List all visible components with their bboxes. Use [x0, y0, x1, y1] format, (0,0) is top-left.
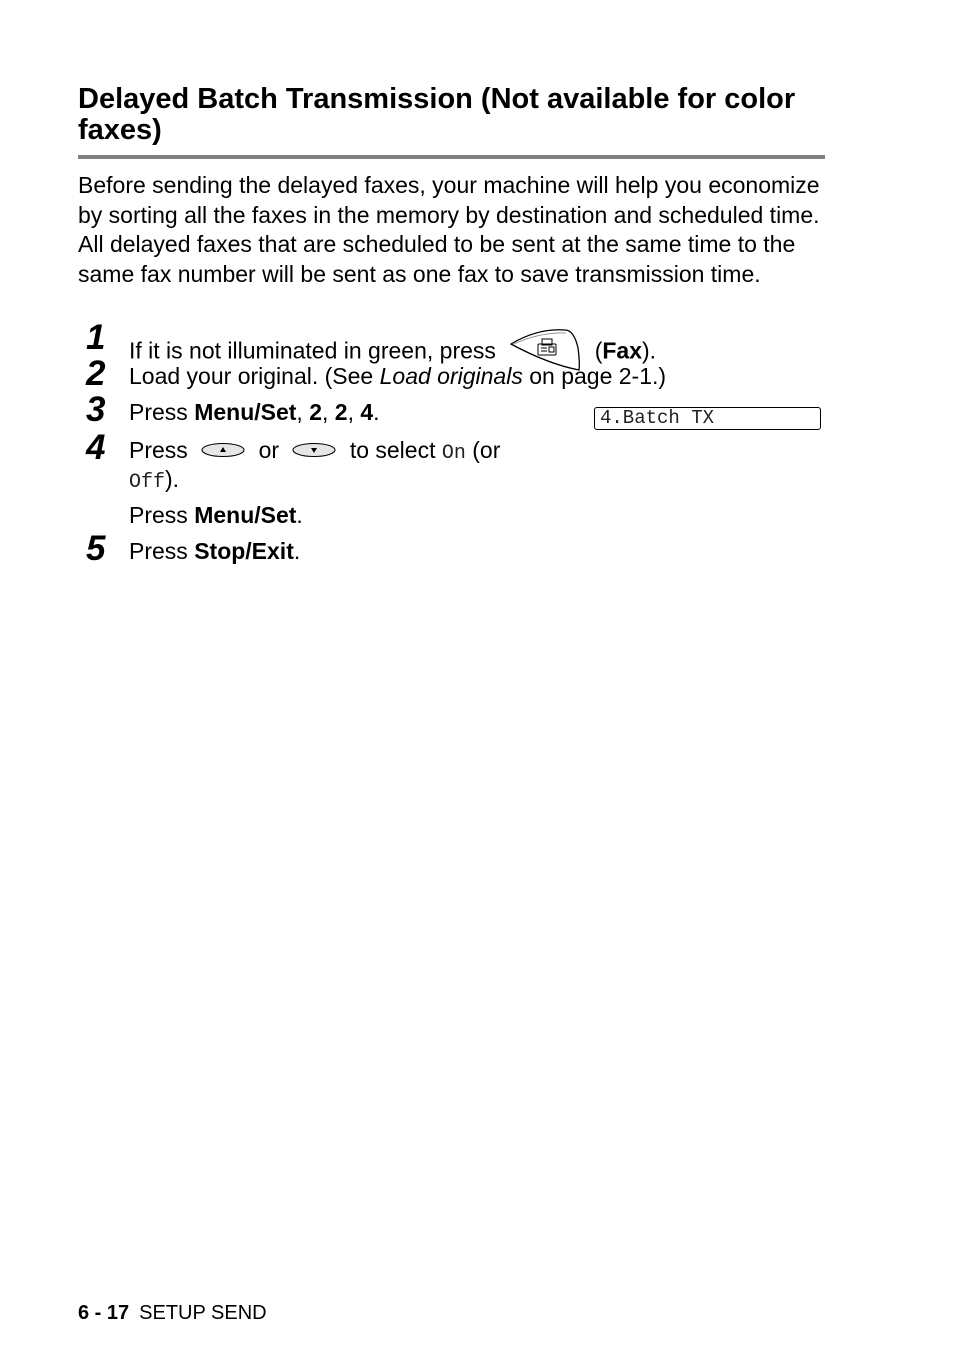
- step-number-5: 5: [86, 529, 106, 568]
- up-arrow-button-icon: [200, 437, 246, 466]
- section-name: SETUP SEND: [139, 1302, 267, 1324]
- period: .: [296, 502, 303, 528]
- stop-exit-key: Stop/Exit: [194, 538, 294, 564]
- step-4-press-text: Press: [129, 502, 195, 528]
- step-number-3: 3: [86, 390, 106, 429]
- separator: ,: [347, 399, 361, 425]
- down-arrow-button-icon: [291, 437, 337, 466]
- step-4-text: [129, 436, 500, 468]
- off-option: Off: [129, 471, 166, 494]
- page-number: 6 - 17: [78, 1302, 130, 1324]
- lcd-display: 4.Batch TX: [594, 407, 821, 430]
- fax-label-close: ).: [642, 337, 657, 364]
- intro-paragraph: Before sending the delayed faxes, your machine will help you economize by sorting all the faxes in the memory by destination and scheduled time. All delayed faxes that are scheduled to be sent at the same time to the same fax number will be sent as one fax to save transmission time.: [78, 172, 820, 287]
- fax-label: Fax: [602, 337, 642, 364]
- heading-rule: [78, 155, 825, 159]
- menu-set-key: Menu/Set: [194, 399, 297, 425]
- page-footer: [78, 1301, 267, 1325]
- or-paren-text: (or: [472, 437, 501, 463]
- load-originals-link: Load originals: [379, 363, 523, 389]
- step-4-text-line2: [129, 465, 179, 497]
- step-2-page-ref: on page 2-1.): [522, 363, 667, 389]
- key-4: 4: [360, 399, 374, 425]
- separator: ,: [296, 399, 310, 425]
- period: .: [373, 399, 380, 425]
- menu-set-key: Menu/Set: [194, 502, 297, 528]
- separator: ,: [322, 399, 335, 425]
- or-text: or: [258, 437, 280, 463]
- close-paren: ).: [165, 466, 180, 492]
- step-4-text-line3: [129, 501, 303, 530]
- section-heading: Delayed Batch Transmission (Not available for color faxes): [78, 83, 796, 146]
- fax-label-open-paren: (: [594, 337, 603, 364]
- step-5-text: [129, 537, 300, 566]
- step-1-instruction: If it is not illuminated in green, press: [129, 337, 496, 364]
- step-3-text: [129, 398, 380, 427]
- key-2: 2: [334, 399, 348, 425]
- step-number-1: 1: [86, 318, 106, 357]
- step-5-instruction: Press: [129, 538, 195, 564]
- step-number-4: 4: [86, 428, 106, 467]
- on-option: On: [441, 442, 466, 465]
- step-number-2: 2: [86, 354, 106, 393]
- period: .: [293, 538, 301, 564]
- step-4-instruction: Press: [129, 437, 188, 463]
- step-3-instruction: Press: [129, 399, 195, 425]
- key-2: 2: [309, 399, 322, 425]
- to-select-text: to select: [349, 437, 436, 463]
- step-2-text: [129, 362, 666, 391]
- step-2-instruction: Load your original. (See: [129, 363, 380, 389]
